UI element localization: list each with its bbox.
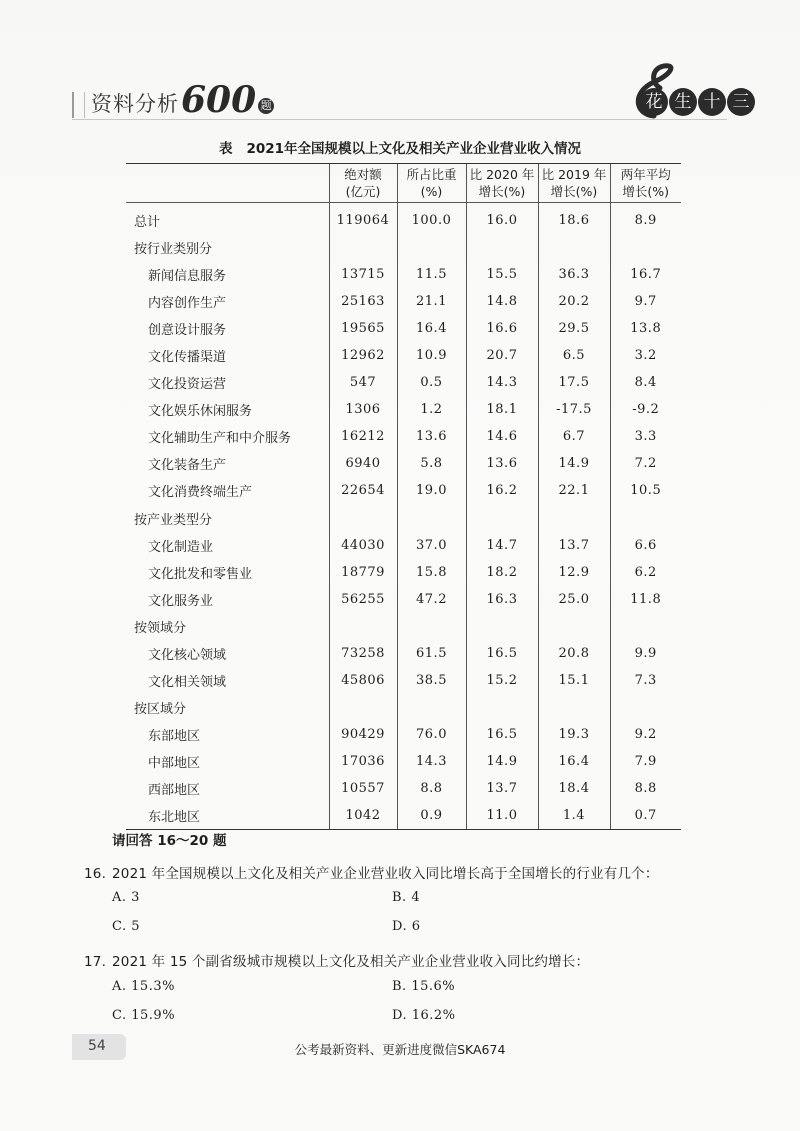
question-17-stem: [84, 950, 589, 970]
table-row: [126, 342, 681, 369]
table-cell: 29.5: [538, 315, 610, 342]
table-cell: [397, 613, 466, 640]
table-cell: [329, 694, 397, 721]
table-cell: 22654: [329, 477, 397, 504]
instruction: 请回答 16～20 题: [112, 833, 227, 849]
option-a[interactable]: A. 15.3%: [112, 979, 175, 994]
column-header-line2: (亿元): [345, 184, 381, 199]
question-text: 2021 年全国规模以上文化及相关产业企业营业收入同比增长高于全国增长的行业有几个：: [112, 866, 659, 882]
table-cell: 16.3: [466, 586, 538, 613]
table-row: [126, 721, 681, 748]
row-label: 新闻信息服务: [148, 269, 227, 285]
book-number: 600: [181, 79, 257, 121]
table-cell: 20.8: [538, 640, 610, 667]
table-cell: 44030: [329, 532, 397, 559]
table-cell: 19565: [329, 315, 397, 342]
table-cell: [329, 505, 397, 532]
table-cell: 13.7: [466, 775, 538, 802]
table-cell: [538, 234, 610, 261]
column-header-line2: 增长(%): [478, 184, 526, 199]
row-label: 文化批发和零售业: [148, 566, 253, 582]
table-cell: 25.0: [538, 586, 610, 613]
table-row: [126, 396, 681, 423]
table-cell: -9.2: [610, 396, 681, 423]
table-cell: 8.8: [397, 775, 466, 802]
table-cell: [329, 234, 397, 261]
table-cell: 17036: [329, 748, 397, 775]
table-cell: 14.9: [466, 748, 538, 775]
table-cell: 16.4: [538, 748, 610, 775]
table-cell: -17.5: [538, 396, 610, 423]
table-cell: 8.4: [610, 369, 681, 396]
table-cell: 9.9: [610, 640, 681, 667]
table-cell: 14.6: [466, 423, 538, 450]
table-row: [126, 423, 681, 450]
table-cell: [397, 694, 466, 721]
table-cell: [610, 694, 681, 721]
table-row: [126, 505, 681, 532]
table-cell: 17.5: [538, 369, 610, 396]
table-cell: 6.6: [610, 532, 681, 559]
table-row: [126, 532, 681, 559]
table-row: [126, 802, 681, 830]
option-d[interactable]: D. 6: [392, 919, 421, 934]
row-label: 文化核心领域: [148, 647, 227, 663]
table-row: [126, 775, 681, 802]
table-cell: [397, 505, 466, 532]
table-cell: [466, 505, 538, 532]
brand-char: 十: [698, 88, 726, 116]
table-cell: 38.5: [397, 667, 466, 694]
table-cell: 15.2: [466, 667, 538, 694]
table-row: [126, 613, 681, 640]
row-label: 文化辅助生产和中介服务: [148, 431, 292, 447]
table-cell: 76.0: [397, 721, 466, 748]
column-header: [397, 164, 466, 203]
revenue-table: [126, 163, 681, 830]
table-cell: 16.0: [466, 203, 538, 235]
table-cell: [610, 505, 681, 532]
table-cell: [466, 234, 538, 261]
row-label: 按产业类型分: [134, 512, 213, 528]
table-cell: 16212: [329, 423, 397, 450]
table-cell: 1042: [329, 802, 397, 830]
table-cell: 16.4: [397, 315, 466, 342]
option-d[interactable]: D. 16.2%: [392, 1008, 456, 1023]
row-label: 内容创作生产: [148, 296, 227, 312]
table-cell: 10.9: [397, 342, 466, 369]
book-suffix: 题: [258, 98, 274, 114]
question-text: 2021 年 15 个副省级城市规模以上文化及相关产业企业营业收入同比约增长：: [112, 954, 590, 970]
row-label: 文化相关领域: [148, 674, 227, 690]
column-header-line1: 比 2019 年: [541, 167, 607, 182]
row-label: 按领域分: [134, 620, 187, 636]
option-b[interactable]: B. 15.6%: [392, 979, 456, 994]
question-number: 16.: [84, 866, 107, 882]
brand-logo: [624, 62, 750, 122]
table-cell: 7.2: [610, 450, 681, 477]
table-cell: 10557: [329, 775, 397, 802]
table-cell: 47.2: [397, 586, 466, 613]
row-label: 文化服务业: [148, 593, 214, 609]
table-cell: 15.1: [538, 667, 610, 694]
book-title: 资料分析: [91, 92, 179, 116]
table-cell: 100.0: [397, 203, 466, 235]
table-cell: 12962: [329, 342, 397, 369]
table-cell: 7.9: [610, 748, 681, 775]
table-cell: 16.5: [466, 721, 538, 748]
column-header-line1: 绝对额: [344, 167, 382, 182]
table-cell: 6.5: [538, 342, 610, 369]
table-row: [126, 667, 681, 694]
table-cell: 16.2: [466, 477, 538, 504]
table-header-row: [126, 164, 681, 203]
table-cell: 0.9: [397, 802, 466, 830]
table-cell: 10.5: [610, 477, 681, 504]
table-cell: 6.2: [610, 559, 681, 586]
table-cell: 9.7: [610, 288, 681, 315]
table-cell: 8.9: [610, 203, 681, 235]
page-number: 54: [88, 1038, 106, 1054]
table-cell: [610, 234, 681, 261]
table-cell: 0.7: [610, 802, 681, 830]
table-row: [126, 477, 681, 504]
brand-char: 生: [669, 88, 697, 116]
table-cell: 73258: [329, 640, 397, 667]
table-cell: 18779: [329, 559, 397, 586]
row-label: 东北地区: [126, 802, 329, 830]
table-cell: 0.5: [397, 369, 466, 396]
table-cell: 37.0: [397, 532, 466, 559]
table-row: [126, 288, 681, 315]
table-cell: [538, 613, 610, 640]
table-cell: 36.3: [538, 261, 610, 288]
table-cell: 1.4: [538, 802, 610, 830]
table-cell: [538, 505, 610, 532]
column-header-line1: 比 2020 年: [469, 167, 535, 182]
table-cell: 15.8: [397, 559, 466, 586]
brand-char: 花: [640, 88, 668, 116]
table-cell: 12.9: [538, 559, 610, 586]
table-cell: 61.5: [397, 640, 466, 667]
row-label: 文化投资运营: [148, 377, 227, 393]
table-cell: [610, 613, 681, 640]
caption-prefix: 表: [218, 141, 233, 157]
table-cell: 16.7: [610, 261, 681, 288]
question-number: 17.: [84, 954, 107, 970]
table-row: [126, 315, 681, 342]
table-cell: 547: [329, 369, 397, 396]
table-cell: 14.3: [466, 369, 538, 396]
table-cell: 13.6: [397, 423, 466, 450]
table-cell: [329, 613, 397, 640]
row-label: 西部地区: [148, 783, 201, 798]
table-cell: 14.7: [466, 532, 538, 559]
table-cell: 5.8: [397, 450, 466, 477]
table-row: [126, 748, 681, 775]
question-16-stem: [84, 862, 659, 882]
table-cell: 25163: [329, 288, 397, 315]
table-cell: 1306: [329, 396, 397, 423]
footer-note: 公考最新资料、更新进度微信SKA674: [294, 1042, 506, 1057]
column-header: [538, 164, 610, 203]
table-cell: 14.9: [538, 450, 610, 477]
table-cell: 18.4: [538, 775, 610, 802]
table-cell: 16.5: [466, 640, 538, 667]
column-header: [610, 164, 681, 203]
table-row: [126, 640, 681, 667]
table-cell: 14.8: [466, 288, 538, 315]
table-cell: 19.3: [538, 721, 610, 748]
row-label: 文化制造业: [148, 539, 214, 555]
table-cell: 1.2: [397, 396, 466, 423]
column-header-line2: 增长(%): [550, 184, 598, 199]
table-cell: 3.3: [610, 423, 681, 450]
option-b[interactable]: B. 4: [392, 890, 421, 905]
column-header-line2: 增长(%): [622, 184, 670, 199]
table-cell: 18.1: [466, 396, 538, 423]
row-label: 文化娱乐休闲服务: [148, 404, 253, 420]
table-cell: 13.8: [610, 315, 681, 342]
table-cell: 20.7: [466, 342, 538, 369]
table-cell: 20.2: [538, 288, 610, 315]
table-cell: 11.8: [610, 586, 681, 613]
table-cell: [466, 613, 538, 640]
column-header-line1: 两年平均: [620, 167, 671, 182]
table-cell: 9.2: [610, 721, 681, 748]
brand-circles: [640, 88, 755, 116]
column-header: [466, 164, 538, 203]
table-cell: 7.3: [610, 667, 681, 694]
table-cell: 16.6: [466, 315, 538, 342]
table-row: [126, 203, 681, 235]
table-row: [126, 559, 681, 586]
column-header-line2: (%): [420, 184, 443, 199]
table-cell: 13.7: [538, 532, 610, 559]
brand-char: 三: [727, 88, 755, 116]
table-cell: [538, 694, 610, 721]
table-body: [126, 203, 681, 830]
table-row: [126, 694, 681, 721]
table-cell: 19.0: [397, 477, 466, 504]
table-cell: 56255: [329, 586, 397, 613]
table-row: [126, 261, 681, 288]
row-label: 东部地区: [148, 728, 201, 744]
table-cell: 90429: [329, 721, 397, 748]
table-cell: 6.7: [538, 423, 610, 450]
row-label: 文化装备生产: [148, 458, 227, 474]
table-cell: 13715: [329, 261, 397, 288]
table-row: [126, 234, 681, 261]
caption-title: 2021年全国规模以上文化及相关产业企业营业收入情况: [246, 141, 582, 157]
row-label: 文化消费终端生产: [148, 485, 253, 501]
table-cell: [397, 234, 466, 261]
table-cell: 22.1: [538, 477, 610, 504]
option-a[interactable]: A. 3: [112, 890, 140, 905]
header-decoration: [72, 92, 85, 118]
row-label: 文化传播渠道: [148, 350, 227, 366]
row-label: 中部地区: [148, 755, 201, 771]
table-cell: 3.2: [610, 342, 681, 369]
book-header: [72, 78, 274, 121]
column-header-line1: 所占比重: [406, 167, 457, 182]
table-cell: 18.2: [466, 559, 538, 586]
row-label: 总计: [134, 215, 161, 231]
table-cell: 11.0: [466, 802, 538, 830]
table-cell: 21.1: [397, 288, 466, 315]
row-label: 按行业类别分: [134, 242, 213, 258]
table-row: [126, 369, 681, 396]
table-cell: 119064: [329, 203, 397, 235]
table-cell: 6940: [329, 450, 397, 477]
row-label: 按区域分: [134, 701, 187, 717]
table-cell: 18.6: [538, 203, 610, 235]
table-cell: 14.3: [397, 748, 466, 775]
row-label: 创意设计服务: [148, 323, 227, 339]
column-header: [126, 164, 329, 203]
table-cell: [466, 694, 538, 721]
table-row: [126, 450, 681, 477]
table-cell: 8.8: [610, 775, 681, 802]
table-cell: 11.5: [397, 261, 466, 288]
table-cell: 15.5: [466, 261, 538, 288]
option-c[interactable]: C. 5: [112, 919, 141, 934]
table-caption: [0, 137, 800, 157]
column-header: [329, 164, 397, 203]
table-cell: 45806: [329, 667, 397, 694]
table-cell: 13.6: [466, 450, 538, 477]
table-row: [126, 586, 681, 613]
option-c[interactable]: C. 15.9%: [112, 1008, 176, 1023]
